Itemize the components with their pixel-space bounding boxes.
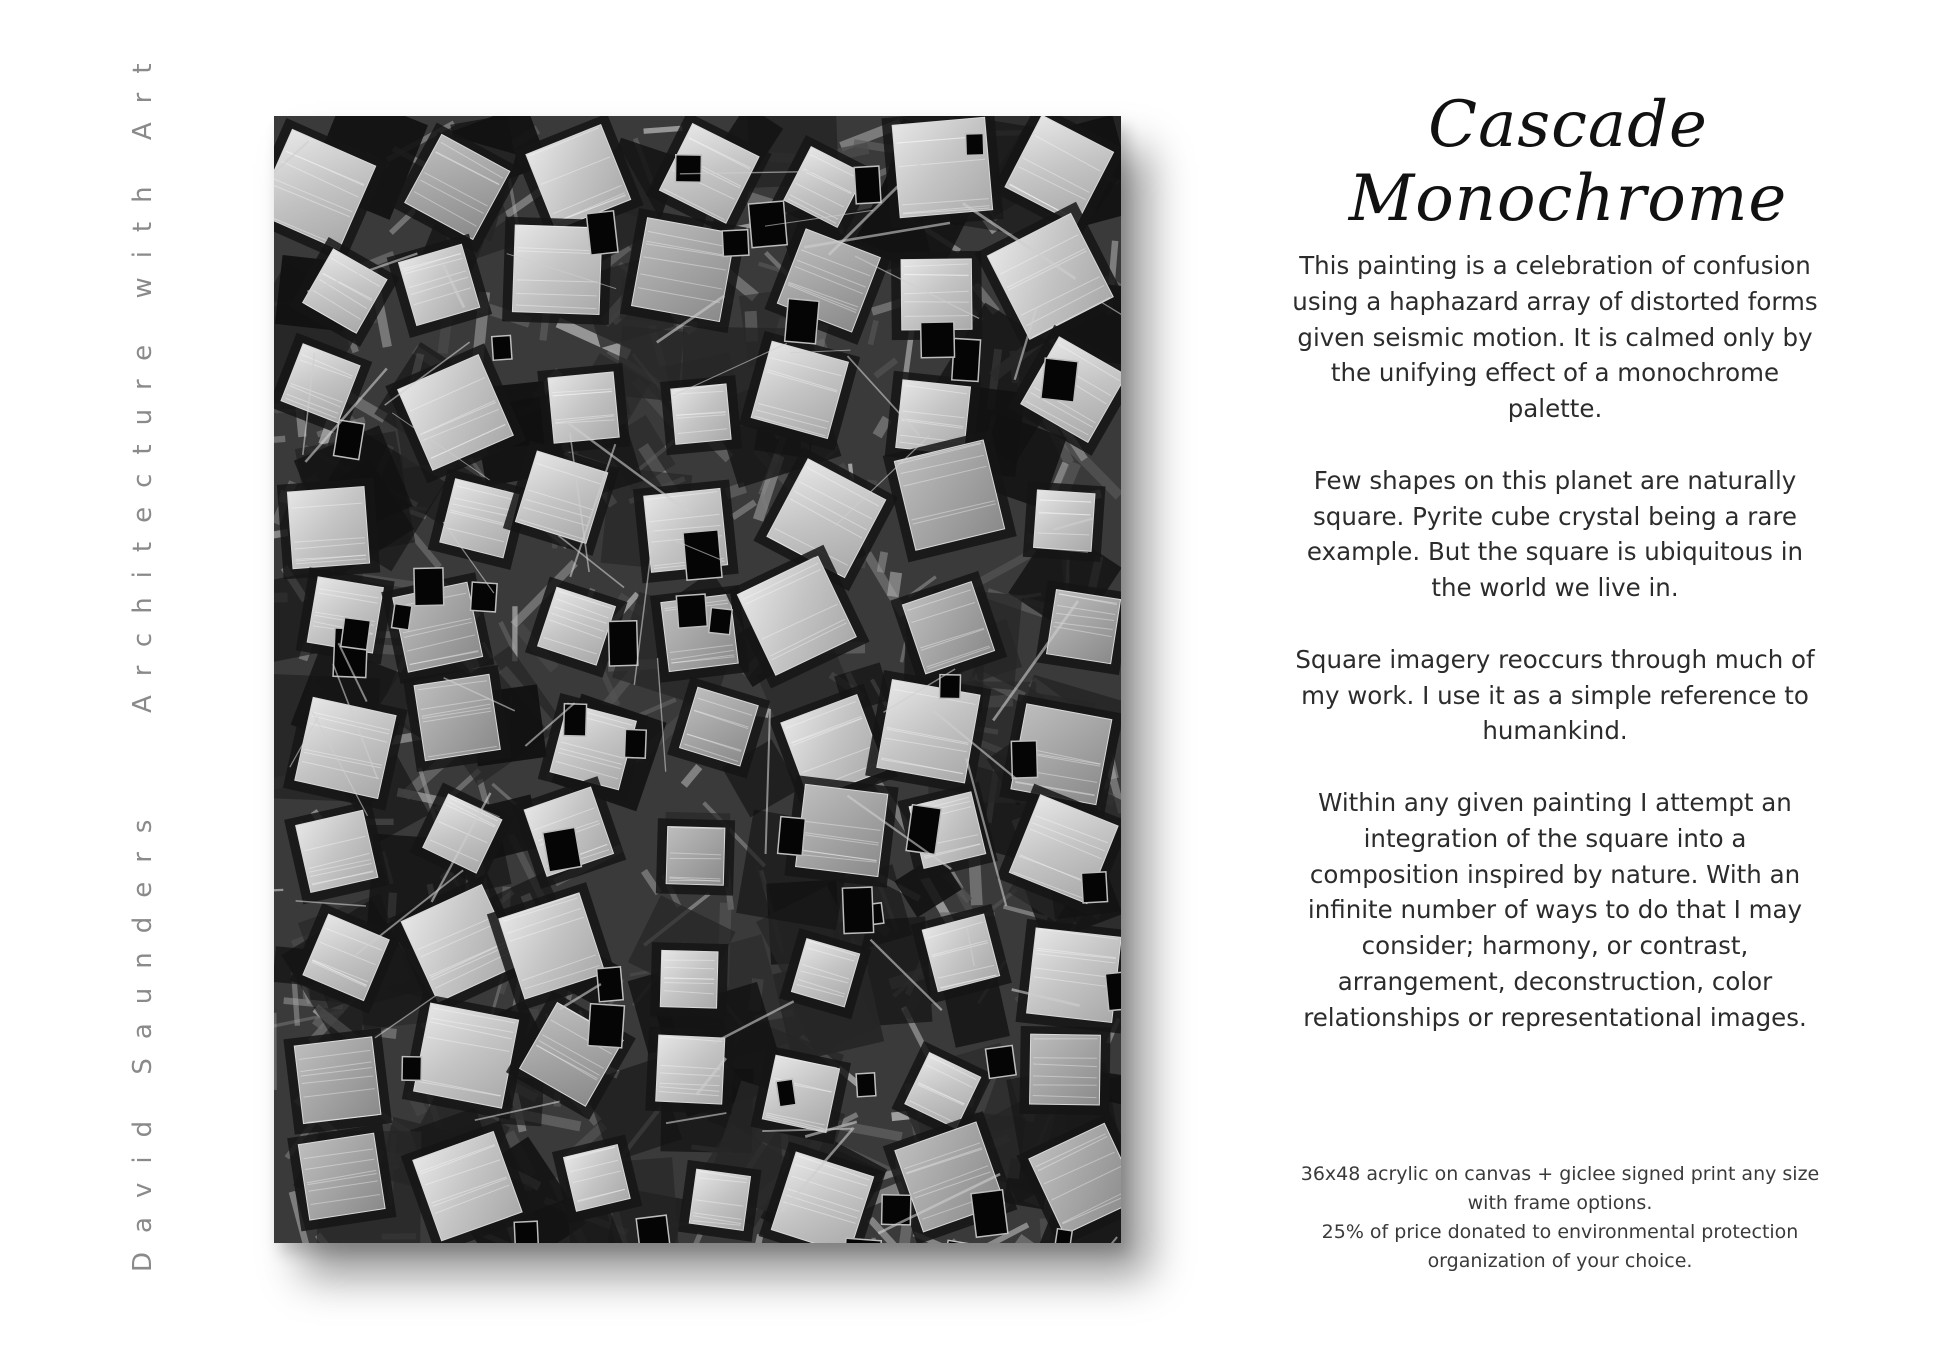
medium-text: 36x48 acrylic on canvas + giclee signed print any size with frame options. <box>1300 1163 1820 1214</box>
description-paragraph: This painting is a celebration of confusion using a haphazard array of distorted forms given seismic motion. It is calmed only by the unifying effect of a monochrome palette. <box>1292 251 1818 424</box>
side-artist-name: David Saunders <box>128 800 158 1272</box>
artwork-title: Cascade Monochrome <box>1348 88 1788 236</box>
description-paragraph: Square imagery reoccurs through much of my work. I use it as a simple reference to humankind. <box>1295 644 1815 746</box>
side-tagline: Architecture with Art <box>128 44 158 713</box>
description-paragraph: Within any given painting I attempt an integration of the square into a composition inspired by nature. With an infinite number of ways to do that I may consider; harmony, or contrast, arrangement, deconstruction, color relationships or representational images. <box>1303 787 1807 1032</box>
donation-text: 25% of price donated to environmental protection organization of your choice. <box>1321 1221 1799 1272</box>
artwork-details <box>1290 1160 1830 1276</box>
artwork-description <box>1290 248 1820 1071</box>
description-paragraph: Few shapes on this planet are naturally square. Pyrite cube crystal being a rare example. But the square is ubiquitous in the world we live in. <box>1306 465 1804 603</box>
painting-image <box>274 116 1121 1243</box>
painting-frame <box>274 116 1121 1243</box>
